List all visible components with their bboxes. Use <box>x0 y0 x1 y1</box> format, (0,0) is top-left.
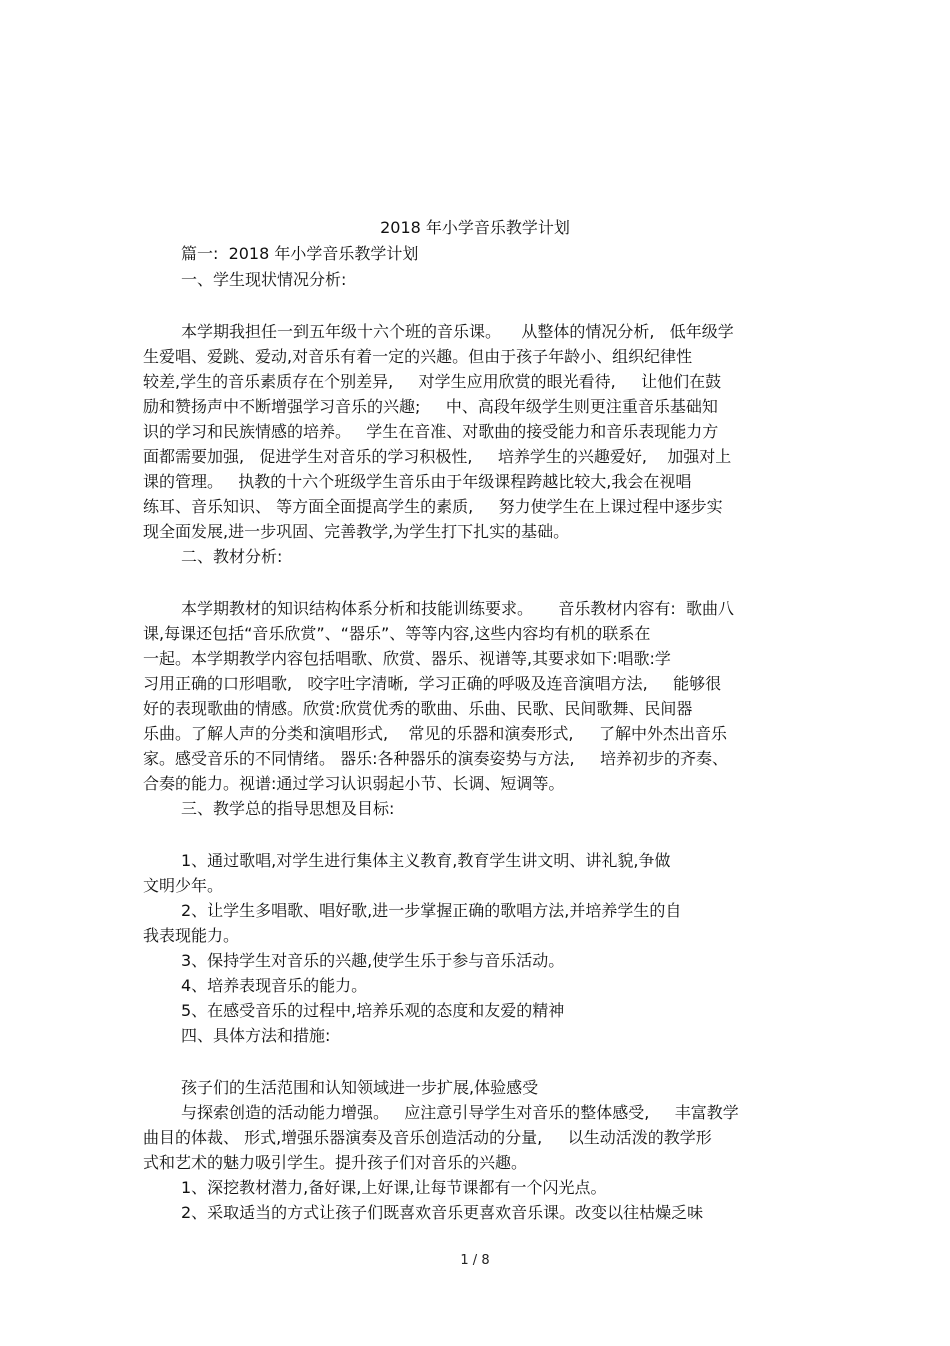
text-line: 四、具体方法和措施: <box>181 1026 331 1045</box>
text-line: 好的表现歌曲的情感。欣赏:欣赏优秀的歌曲、乐曲、民歌、民间歌舞、民间器 <box>143 699 693 718</box>
text-line: 乐曲。了解人声的分类和演唱形式, 常见的乐器和演奏形式, 了解中外杰出音乐 <box>143 724 727 743</box>
text-line: 4、培养表现音乐的能力。 <box>181 976 368 995</box>
text-line: 文明少年。 <box>143 876 224 895</box>
text-line: 生爱唱、爱跳、爱动,对音乐有着一定的兴趣。但由于孩子年龄小、组织纪律性 <box>143 347 693 366</box>
text-line: 2、采取适当的方式让孩子们既喜欢音乐更喜欢音乐课。改变以往枯燥乏味 <box>181 1203 704 1222</box>
text-line: 课的管理。 执教的十六个班级学生音乐由于年级课程跨越比较大,我会在视唱 <box>143 472 692 491</box>
text-line: 曲目的体裁、 形式,增强乐器演奏及音乐创造活动的分量, 以生动活泼的教学形 <box>143 1128 712 1147</box>
text-line: 习用正确的口形唱歌, 咬字吐字清晰, 学习正确的呼吸及连音演唱方法, 能够很 <box>143 674 722 693</box>
text-line: 较差,学生的音乐素质存在个别差异, 对学生应用欣赏的眼光看待, 让他们在鼓 <box>143 372 722 391</box>
text-line: 面都需要加强, 促进学生对音乐的学习积极性, 培养学生的兴趣爱好, 加强对上 <box>143 447 732 466</box>
text-line: 我表现能力。 <box>143 926 240 945</box>
text-line: 篇一: 2018 年小学音乐教学计划 <box>181 244 419 263</box>
text-line: 式和艺术的魅力吸引学生。提升孩子们对音乐的兴趣。 <box>143 1153 528 1172</box>
document-title: 2018 年小学音乐教学计划 <box>380 218 570 237</box>
text-line: 3、保持学生对音乐的兴趣,使学生乐于参与音乐活动。 <box>181 951 565 970</box>
text-line: 课,每课还包括“音乐欣赏”、“器乐”、等等内容,这些内容均有机的联系在 <box>143 624 651 643</box>
text-line: 5、在感受音乐的过程中,培养乐观的态度和友爱的精神 <box>181 1001 565 1020</box>
text-line: 三、教学总的指导思想及目标: <box>181 799 395 818</box>
text-line: 合奏的能力。视谱:通过学习认识弱起小节、长调、短调等。 <box>143 774 565 793</box>
text-line: 一起。本学期教学内容包括唱歌、欣赏、器乐、视谱等,其要求如下:唱歌:学 <box>143 649 671 668</box>
page-number: 1 / 8 <box>460 1253 490 1268</box>
text-line: 练耳、音乐知识、 等方面全面提高学生的素质, 努力使学生在上课过程中逐步实 <box>143 497 723 516</box>
text-line: 本学期我担任一到五年级十六个班的音乐课。 从整体的情况分析, 低年级学 <box>181 322 734 341</box>
text-line: 2、让学生多唱歌、唱好歌,进一步掌握正确的歌唱方法,并培养学生的自 <box>181 901 682 920</box>
text-line: 现全面发展,进一步巩固、完善教学,为学生打下扎实的基础。 <box>143 522 570 541</box>
text-line: 识的学习和民族情感的培养。 学生在音准、对歌曲的接受能力和音乐表现能力方 <box>143 422 719 441</box>
text-line: 1、深挖教材潜力,备好课,上好课,让每节课都有一个闪光点。 <box>181 1178 607 1197</box>
text-line: 一、学生现状情况分析: <box>181 270 347 289</box>
text-line: 与探索创造的活动能力增强。 应注意引导学生对音乐的整体感受, 丰富教学 <box>181 1103 739 1122</box>
text-line: 二、教材分析: <box>181 547 283 566</box>
text-line: 1、通过歌唱,对学生进行集体主义教育,教育学生讲文明、讲礼貌,争做 <box>181 851 671 870</box>
text-line: 孩子们的生活范围和认知领域进一步扩展,体验感受 <box>181 1078 539 1097</box>
text-line: 家。感受音乐的不同情绪。 器乐:各种器乐的演奏姿势与方法, 培养初步的齐奏、 <box>143 749 728 768</box>
text-line: 本学期教材的知识结构体系分析和技能训练要求。 音乐教材内容有: 歌曲八 <box>181 599 734 618</box>
text-line: 励和赞扬声中不断增强学习音乐的兴趣; 中、高段年级学生则更注重音乐基础知 <box>143 397 718 416</box>
